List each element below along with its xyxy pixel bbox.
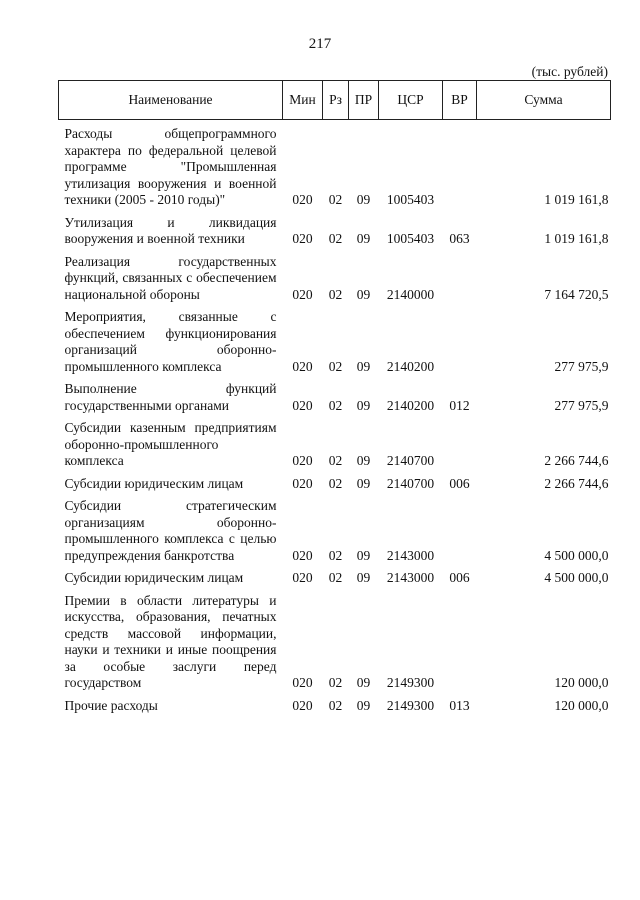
table-header (59, 81, 611, 120)
table-row (59, 698, 611, 721)
row-name: Субсидии юридическим лицам (64, 475, 244, 491)
row-name: Прочие расходы (64, 697, 158, 713)
row-name: Мероприятия, связанные с обеспечением функционирования организаций оборонно-промышленного комплекса (64, 309, 277, 374)
row-rz: 02 (328, 358, 343, 374)
row-vr (443, 420, 477, 476)
row-sum: 2 266 744,6 (544, 475, 609, 491)
row-min: 020 (292, 286, 313, 302)
table-row (59, 309, 611, 381)
row-min: 020 (292, 475, 313, 491)
row-sum: 120 000,0 (554, 675, 609, 690)
row-min: 020 (292, 570, 313, 585)
row-vr (443, 593, 477, 698)
row-min: 020 (292, 358, 313, 374)
row-min: 020 (292, 697, 313, 713)
table-row (59, 120, 611, 215)
row-csr: 2140200 (386, 397, 435, 413)
row-name: Реализация государственных функций, связанных с обеспечением национальной обороны (64, 253, 277, 302)
row-rz: 02 (328, 397, 343, 413)
row-pr: 09 (356, 675, 371, 690)
row-csr: 2143000 (386, 570, 435, 585)
row-csr: 2140700 (386, 475, 435, 491)
table-row (59, 476, 611, 499)
row-vr: 013 (449, 697, 470, 713)
row-min: 020 (292, 453, 313, 468)
row-name: Субсидии казенным предприятиям оборонно-промышленного комплекса (64, 420, 277, 468)
header-sum: Сумма (477, 81, 611, 120)
row-min: 020 (292, 231, 313, 246)
row-sum: 4 500 000,0 (544, 547, 609, 563)
row-vr: 006 (449, 570, 470, 585)
row-csr: 1005403 (386, 231, 435, 246)
table-body (59, 120, 611, 721)
header-name: Наименование (59, 81, 283, 120)
row-name: Премии в области литературы и искусства, образования, печатных средств массовой информации, науки и техники и иные поощрения за особые заслуги перед государством (64, 592, 277, 690)
row-sum: 277 975,9 (554, 397, 609, 413)
header-rz: Рз (323, 81, 349, 120)
header-vr: ВР (443, 81, 477, 120)
row-rz: 02 (328, 286, 343, 302)
row-rz: 02 (328, 475, 343, 491)
row-sum: 4 500 000,0 (544, 570, 609, 585)
row-csr: 2140000 (386, 286, 435, 302)
header-csr: ЦСР (379, 81, 443, 120)
header-min: Мин (283, 81, 323, 120)
row-rz: 02 (328, 231, 343, 246)
row-name: Выполнение функций государственными органами (64, 381, 277, 413)
table-row (59, 215, 611, 254)
row-vr: 006 (449, 475, 470, 491)
row-min: 020 (292, 547, 313, 563)
table-row (59, 593, 611, 698)
units-label: (тыс. рублей) (531, 64, 608, 79)
row-csr: 2140700 (386, 453, 435, 468)
row-sum: 1 019 161,8 (544, 231, 609, 246)
row-pr: 09 (356, 453, 371, 468)
row-pr: 09 (356, 192, 371, 207)
table-row (59, 498, 611, 570)
row-csr: 2149300 (386, 697, 435, 713)
table-row (59, 381, 611, 420)
row-vr: 063 (449, 231, 470, 246)
row-rz: 02 (328, 192, 343, 207)
row-rz: 02 (328, 697, 343, 713)
table-row (59, 254, 611, 310)
row-sum: 7 164 720,5 (544, 286, 609, 302)
row-csr: 1005403 (386, 192, 435, 207)
row-pr: 09 (356, 547, 371, 563)
row-pr: 09 (356, 397, 371, 413)
header-pr: ПР (349, 81, 379, 120)
row-vr (443, 309, 477, 381)
row-vr: 012 (449, 397, 470, 413)
row-vr (443, 120, 477, 215)
page-number: 217 (308, 36, 332, 52)
table-row (59, 570, 611, 593)
row-sum: 2 266 744,6 (544, 453, 609, 468)
row-name: Субсидии стратегическим организациям оборонно-промышленного комплекса с целью предупреждения банкротства (64, 498, 277, 563)
row-sum: 277 975,9 (554, 358, 609, 374)
row-min: 020 (292, 192, 313, 207)
row-rz: 02 (328, 453, 343, 468)
row-min: 020 (292, 397, 313, 413)
row-vr (443, 498, 477, 570)
row-csr: 2149300 (386, 675, 435, 690)
row-pr: 09 (356, 358, 371, 374)
budget-table (58, 80, 611, 720)
row-min: 020 (292, 675, 313, 690)
row-rz: 02 (328, 547, 343, 563)
row-csr: 2140200 (386, 358, 435, 374)
row-name: Утилизация и ликвидация вооружения и военной техники (64, 214, 277, 246)
row-csr: 2143000 (386, 547, 435, 563)
row-pr: 09 (356, 286, 371, 302)
row-pr: 09 (356, 475, 371, 491)
row-vr (443, 254, 477, 310)
row-sum: 120 000,0 (554, 697, 609, 713)
row-rz: 02 (328, 675, 343, 690)
row-rz: 02 (328, 570, 343, 585)
table-row (59, 420, 611, 476)
row-pr: 09 (356, 697, 371, 713)
row-name: Расходы общепрограммного характера по федеральной целевой программе "Промышленная утилизация вооружения и военной техники (2005 - 2010 годы)" (64, 126, 277, 207)
row-pr: 09 (356, 570, 371, 585)
row-pr: 09 (356, 231, 371, 246)
row-sum: 1 019 161,8 (544, 192, 609, 207)
row-name: Субсидии юридическим лицам (64, 570, 244, 585)
